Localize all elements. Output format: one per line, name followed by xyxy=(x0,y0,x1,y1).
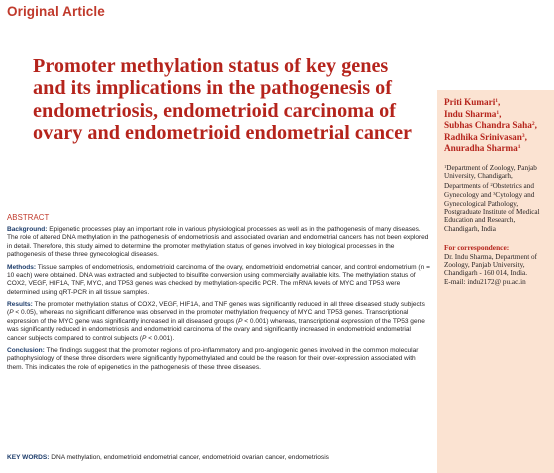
author-name: Subhas Chandra Saha$^2$, xyxy=(444,120,537,131)
abstract-background: Background: Epigenetic processes play an important role in various physiological processes as well as in the pathogenesis of many diseases. The role of altered DNA methylation in the pathogenesis of endometriosis and associated ovarian and endometrial cancers has not been explored in detail. Therefore, this study aimed to determine the promoter methylation status of genes involved in key biological processes in the pathogenesis of these three gynecological diseases. xyxy=(7,226,429,259)
affiliation: $^1$Department of Zoology, Panjab University, Chandigarh, Departments of $^2$Obstetrics and Gynecology and $^3$Cytology and Gynecological Pathology, Postgraduate Institute of Medical Education and Research, Chandigarh, India xyxy=(444,163,540,233)
author-name: Priti Kumari$^1$, xyxy=(444,97,501,107)
correspondence-email[interactable]: E-mail: indu2172@ pu.ac.in xyxy=(444,277,526,286)
correspondence-address: Dr. Indu Sharma, Department of Zoology, Panjab University, Chandigarh - 160 014, India. xyxy=(444,252,538,278)
author-list xyxy=(444,96,550,154)
author-name: Anuradha Sharma$^1$ xyxy=(444,143,521,154)
abstract-heading: ABSTRACT xyxy=(7,213,50,222)
author-sidebar xyxy=(437,90,554,473)
section-label: Original Article xyxy=(7,4,105,19)
abstract-conclusion: Conclusion: The findings suggest that the promoter regions of pro-inflammatory and pro-angiogenic genes involved in the common molecular pathophysiology of these three disorders were significantly hypomethylated and could be the reason for their over-expression associated with them. This indicates the role of epigenetics in the pathogenesis of these three diseases. xyxy=(7,347,419,371)
correspondence-heading: For correspondence: xyxy=(444,243,510,253)
author-name: Radhika Srinivasan$^3$, xyxy=(444,131,527,142)
keywords: KEY WORDS: DNA methylation, endometrioid endometrial cancer, endometrioid ovarian cancer, endometriosis xyxy=(7,454,329,461)
abstract-body xyxy=(7,226,431,376)
article-title: Promoter methylation status of key genes and its implications in the pathogenesis of endometriosis, endometrioid carcinoma of ovary and endometrioid endometrial cancer xyxy=(33,55,413,145)
correspondence xyxy=(444,244,550,286)
abstract-methods: Methods: Tissue samples of endometriosis, endometrioid carcinoma of the ovary, endometrioid endometrial cancer, and control endometrium (n = 10 each) were obtained. DNA was extracted and subjected to bisulfite conversion using commercially available kits. The methylation status of COX2, VEGF, HIF1A, TNF, MYC, and TP53 genes was checked by methylation-specific PCR. The mRNA levels of MYC and TP53 were determined using qRT-PCR in all tissue samples. xyxy=(7,263,430,296)
author-name: Indu Sharma$^1$, xyxy=(444,108,502,119)
abstract-results: Results: The promoter methylation status of COX2, VEGF, HIF1A, and TNF genes was significantly reduced in all three diseased study subjects (P < 0.05), whereas no significant difference was observed in the promoter methylation frequency of MYC and TP53 genes. Transcriptional expression of the MYC gene was significantly increased in all diseased groups (P < 0.001) whereas, transcriptional expression of the TP53 gene was significantly reduced in endometriosis and endometrioid carcinoma of the ovary and significantly increased in endometrioid endometrial cancer subjects compared to control subjects (P < 0.001). xyxy=(7,301,425,342)
